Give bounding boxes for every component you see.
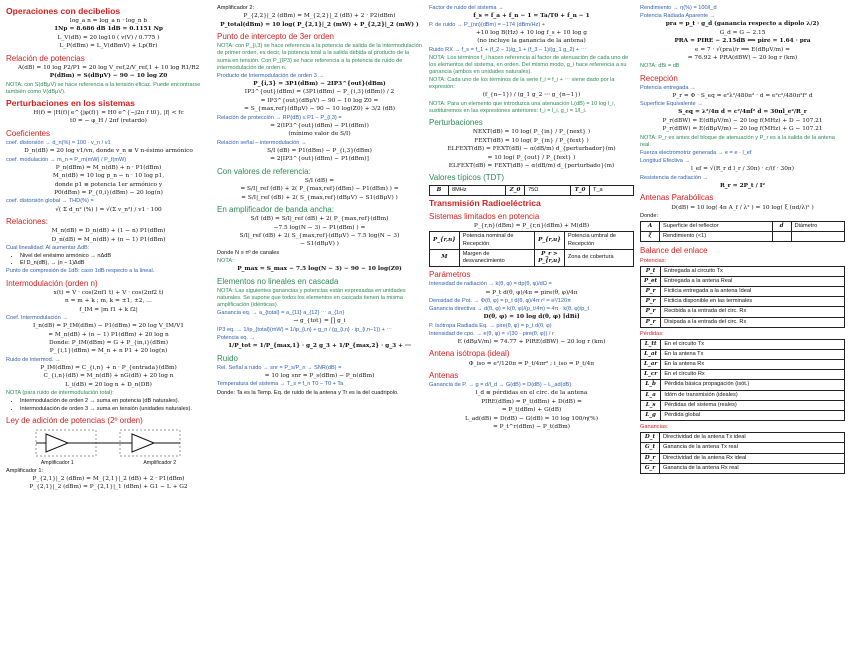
equation: H(f) = |H(f)| e^{jφ(f)} = H0 e^{−j2π f t0}, |f| < fc xyxy=(33,109,184,116)
label: Potencia eq. → xyxy=(217,335,256,341)
subsection-title: Punto de intercepto de 3er orden xyxy=(217,31,334,41)
equation: Donde: P_IM(dBm) = G + P_{in,i}(dBm) xyxy=(49,340,168,347)
label: P. de ruido → P_{nn}(dBm) = −174 (dBm/Hz) + xyxy=(429,21,546,28)
table-cell: Zona de cobertura xyxy=(564,249,633,266)
equation: (f_{n−1}) / (g_1 g_2 ⋯ g_{n−1}) xyxy=(482,92,581,99)
table-cell: Recibida a la entrada del circ. Rx xyxy=(661,307,845,317)
ganancias-table xyxy=(640,432,845,474)
table-cell: Ganancia de la antena Tx real xyxy=(660,443,845,453)
equation: L_ad(dB) = D(dB) − G(dB) = 10 log 100/η(%) xyxy=(465,415,598,422)
table-cell: P_{r,n} xyxy=(430,232,460,249)
label: Intensidad de cpo. → e(θ, φ) = √(30 · pire(θ, φ)) / r xyxy=(429,330,554,337)
table-cell: G_t xyxy=(641,443,660,453)
equation: P_{2,1}|_2 (dBm) = P_{2,1}|_1 (dBm) + G1 − L + G2 xyxy=(29,484,188,491)
column-4 xyxy=(640,4,845,475)
table-cell: P_{r,u} xyxy=(535,232,565,249)
table-row xyxy=(641,443,845,453)
label: Ganancias: xyxy=(640,424,669,431)
equation: S/I|_ref (dB) + 2( S_{max,ref}(dBμV) − 7.5 log(N − 3) xyxy=(239,233,400,240)
list-item: • El D_n(dB), → (n − 1)ΔdB xyxy=(20,260,211,267)
label: Producto de Intermodulación de orden 3 → xyxy=(217,72,324,79)
table-row xyxy=(641,370,845,380)
table-row xyxy=(641,307,845,317)
table-row xyxy=(641,463,845,473)
amplifier-chain-diagram xyxy=(34,428,184,458)
potencias-table xyxy=(640,266,845,328)
table-cell: Superficie del reflector xyxy=(660,222,773,232)
subsection-title: Perturbaciones xyxy=(429,118,483,128)
donde-table xyxy=(640,221,845,242)
equation: D(dB) = 10 log( 4π A_f / λ² ) = 10 log( ξ (πd/λ)² ) xyxy=(671,204,814,211)
equation: ELFEXT(dB) = FEXT(dB) − α(dB/m) d_{perturbado}(m) xyxy=(448,163,615,170)
note: NOTA: Cada uno de los términos de la serie f_i = f_i + ⋯ viene dado por la expresión: xyxy=(429,77,615,91)
table-cell: L_b xyxy=(641,380,661,390)
table-row xyxy=(641,410,845,420)
equation: G_d = G − 2.15 xyxy=(719,29,766,36)
subsection-title: Sistemas limitados en potencia xyxy=(429,211,540,221)
subsection-title: Ruido xyxy=(217,353,238,363)
label: Cual linealidad: Al aumentar ΔdB: xyxy=(6,244,90,251)
label: Relación señal – intermodulación → xyxy=(217,139,307,146)
equation: l_d ≡ pérdidas en el circ. de la antena xyxy=(475,390,588,397)
note: NOTA: Para un elemento que introduzca una atenuación L(dB) = 10 log l_i, sustituiremos en las expresiones anteriores: f_i = l_i, g_i = 1/l_i. xyxy=(429,100,616,115)
table-row xyxy=(641,339,845,349)
table-row xyxy=(641,360,845,370)
equation: P_IM(dBm) = C_{i,n} + n · P_{entrada}(dBm) xyxy=(40,365,177,371)
equation: E (dBμV/m) = 74.77 + PIRE(dBW) − 20 log r (km) xyxy=(457,338,606,345)
table-cell: Pérdida básica propagación (isót.) xyxy=(661,380,845,390)
equation: l_ef = √(R_r d l_r / 30π) · c/(f · 30π) xyxy=(691,166,794,173)
equation: Φ_iso = e²/120π = P_t/4πr² ; i_iso = P_t/4π xyxy=(468,360,595,367)
equation: = S/I|_ref (dB) + 2( S_{max,ref}(dBμV) − S1(dBμV) ) xyxy=(241,194,398,201)
table-cell: D_t xyxy=(641,433,660,443)
table-row xyxy=(641,222,845,232)
table-cell: ξ xyxy=(641,232,660,242)
table-cell: En la antena Rx xyxy=(661,360,845,370)
subsection-title: Recepción xyxy=(640,73,678,83)
table-cell: Margen de desvanecimiento xyxy=(459,249,534,266)
label: coef. distorsión global → THD(%) = xyxy=(6,198,94,205)
equation: P_r(dBW) = E(dBμV/m) − 20 log f(MHz) + G − 107.21 xyxy=(662,126,823,133)
label: Ganancia eq. → a_{total} = a_{11} a_{12} ⋯ a_{1n} xyxy=(217,310,345,317)
equation: n = m + k ; m, k = ±1, ±2, … xyxy=(65,298,152,305)
equation: I_n(dB) = P_IM(dBm) − P1(dBm) = 20 log V_IM/V1 xyxy=(33,323,184,330)
subsection-title: Relaciones: xyxy=(6,216,48,226)
subsection-title: Coeficientes xyxy=(6,128,51,138)
subsection-title: Ley de adición de potencias (2º orden) xyxy=(6,415,143,425)
equation: D_n(dB) = 20 log v1/vn, donde v_n ≡ V n-ésimo armónico xyxy=(24,148,193,155)
subsection-title: Valores típicos (TDT) xyxy=(429,173,504,183)
equation: x(t) = V · cos(2πf1 t) + V · cos(2πf2 t) xyxy=(53,289,164,296)
label: Intensidad de radiación → k(θ, φ) = dp(θ, φ)/dΩ = xyxy=(429,281,552,288)
equation: PRA = PIRE − 2.15dB ⟺ pire = 1.64 · pra xyxy=(674,38,811,45)
table-cell: Potencia nominal de Recepción xyxy=(459,232,534,249)
table-row xyxy=(641,433,845,443)
table-cell: En la antena Tx xyxy=(661,350,845,360)
table-cell: En el circuito Rx xyxy=(661,370,845,380)
equation: pra = p_t · g_d (ganancia respecto a dipolo λ/2) xyxy=(665,21,820,28)
equation: P_{2,1}|_2 (dBm) = M_{2,1}|_2 (dB) + 2 · P1(dBm) xyxy=(32,475,185,482)
note: NOTA: Los términos f_i hacen referencia al factor de atenuación de cada uno de los elementos del sistema, en orden. Del mismo modo, g_i hace referencia a su ganancia (ambos en unidades naturales). xyxy=(429,54,629,75)
column-1 xyxy=(6,4,211,493)
note: NOTA: Las siguientes ganancias y potencias están expresadas en unidades naturales. Se supone que todos los elementos en cascada tienen la misma amplificación (idénticas). xyxy=(217,287,406,309)
table-cell: T_0 xyxy=(571,185,590,195)
table-cell xyxy=(791,232,844,242)
equation: P_{i,3} = 3P1(dBm) − 2IP3^{out}(dBm) xyxy=(253,80,386,87)
equation: = P_t^r(dBm) − P_t(dBm) xyxy=(492,424,571,430)
section-title: Operaciones con decibelios xyxy=(6,6,121,16)
label: Ruido de intermod. → xyxy=(6,356,61,363)
table-cell: G_r xyxy=(641,463,660,473)
label: Rel. Señal a ruido → snr = P_s/P_n → SNR(dB) = xyxy=(217,364,342,371)
equation: = S/I|_ref (dB) + 2( P_{max,ref}(dBm) − P1(dBm) ) = xyxy=(240,186,399,193)
equation: f_IM = |m f1 + k f2| xyxy=(79,306,138,313)
label: Relación de protección → RP(dB) ≤ P1 − P_{i,3} = xyxy=(217,114,342,121)
note: NOTA: dBi = dB xyxy=(640,63,680,70)
label: Amplificador 1: xyxy=(6,467,43,474)
column-3 xyxy=(429,4,634,432)
equation: P_r(dBW) = E(dBμV/m) − 20 log f(MHz) + D − 107.21 xyxy=(662,117,823,124)
equation: 1/P_tot = 1/P_{max,1} · g_2 g_3 + 1/P_{max,2} · g_3 + ⋯ xyxy=(228,343,411,350)
equation: M_n(dB) = D_n(dB) + (1 − n) P1(dBm) xyxy=(51,228,166,235)
label: Ganancia de P. → g = d/l_d → G(dB) = D(dB) − L_ad(dB) xyxy=(429,382,572,389)
table-cell: En el circuito Tx xyxy=(661,339,845,349)
label: P. Isótropa Radiada Eq. → pire(θ, φ) = p_t d(θ, φ) xyxy=(429,322,552,329)
equation: ELFEXT(dB) = FEXT(dB) − α(dB/m) d_{perturbador}(m) xyxy=(447,146,616,153)
label: Coef. Intermodulación → xyxy=(6,315,68,322)
table-cell: L_at xyxy=(641,350,661,360)
table-row xyxy=(641,350,845,360)
table-cell: Pérdidas del sistema (reales) xyxy=(661,400,845,410)
table-cell: L_s xyxy=(641,400,661,410)
table-cell: T_a xyxy=(590,185,634,195)
coverage-table xyxy=(429,231,634,267)
subsection-title: Antenas Parabólicas xyxy=(640,193,714,203)
label: Ganancia directiva → d(θ, φ) = k(θ, φ)/(p_t/4π) = 4π · k(θ, φ)/p_t xyxy=(429,306,590,313)
table-cell: Ficticia disponible en las terminales xyxy=(661,297,845,307)
table-cell: L_a xyxy=(641,390,661,400)
subsection-title: Elementos no lineales en cascada xyxy=(217,276,339,286)
label: Longitud Efectiva → xyxy=(640,158,691,165)
equation: 1Np = 8.686 dB 1dB = 0.1151 Np xyxy=(54,26,163,33)
equation: √( Σ d_n² (%) ) = √(Σ v_n²) / v1 · 100 xyxy=(55,206,162,213)
equation: P(dBm) = S(dBμV) − 90 − 10 log Z0 xyxy=(49,73,168,80)
table-row xyxy=(641,380,845,390)
table-cell: Pérdida global xyxy=(661,410,845,420)
table-cell: L_cr xyxy=(641,370,661,380)
table-row xyxy=(641,400,845,410)
table-cell: P_r xyxy=(641,297,661,307)
equation: P_{i,1}(dBm) = M_n + n P1 + 20 log(n) xyxy=(49,348,168,355)
label: Donde N ≡ nº de canales xyxy=(217,249,280,256)
table-cell: Ficticia entregada a la antena Ideal xyxy=(661,287,845,297)
table-cell xyxy=(772,232,791,242)
table-row xyxy=(641,390,845,400)
label: Donde: Ta es la Temp. Eq. de ruido de la antena y Tr es la del cuadripolo. xyxy=(217,389,399,396)
table-cell: 8MHz xyxy=(449,185,506,195)
list xyxy=(20,398,211,412)
equation: f_s = f_a + f_n − 1 = Ta/T0 + f_n − 1 xyxy=(473,13,590,20)
table-cell: D_r xyxy=(641,453,660,463)
diagram-labels xyxy=(6,460,211,467)
label: Punto de compresión de 1dB: caso 1dB respecto a la lineal. xyxy=(6,268,155,275)
subsection-title: Intermodulación (orden n) xyxy=(6,278,98,288)
equation: = 2(IP3^{out}(dBm) − P1(dBm)) xyxy=(270,122,369,129)
equation: IP3^{out}(dBm) = (3P1(dBm) − P_{i,3}(dBm)) / 2 xyxy=(244,89,395,96)
list-item: • Intermodulación de orden 3 → suma en tensión (unidades naturales). xyxy=(20,406,211,413)
label: Rendimiento → η(%) = 100/l_d xyxy=(640,5,717,11)
equation: = 76.92 + PRA(dBW) − 20 log r (km) xyxy=(687,54,798,61)
equation: L_V(dB) = 20 log10 ( v(V) / 0.775 ) xyxy=(57,34,160,41)
amp1-label: Amplificador 1 xyxy=(40,459,74,466)
equation: = M_n(dB) + (n − 1) P1(dBm) + 20 log n xyxy=(48,331,169,338)
equation: M_n(dB) = 10 log p_n − n · 10 log p1, xyxy=(52,173,165,180)
equation: e = 7 · √(pra)/r ⟹ E(dBμV/m) = xyxy=(695,46,790,53)
equation: = P_t(dBm) + G(dB) xyxy=(501,407,562,414)
table-row xyxy=(641,232,845,242)
table-row xyxy=(641,266,845,276)
equation: P_total(dBm) = 10 log( P_{2,1}|_2 (mW) + P_{2,2}|_2 (mW) ) xyxy=(220,21,419,28)
table-cell: P_r xyxy=(641,287,661,297)
equation: = 10 log snr = P_s(dBm) − P_n(dBm) xyxy=(264,372,375,379)
label: Pérdidas: xyxy=(640,330,664,337)
table-cell: Idóm de transmisión (ideales) xyxy=(661,390,845,400)
table-cell: 75Ω xyxy=(525,185,571,195)
table-cell: P_r > P_{r,u} xyxy=(535,249,565,266)
label: IP3 eq. → 1/ip_{total}(mW) = 1/ip_{i,n} + g_n / (g_{i,n} · ip_{i,n−1}) + ⋯ xyxy=(217,326,393,333)
table-cell: Z_0 xyxy=(506,185,525,195)
label: Donde: xyxy=(640,212,659,219)
table-row xyxy=(641,317,845,327)
table-cell: A xyxy=(641,222,660,232)
equation: S/I (dB) = xyxy=(304,177,335,184)
equation: (no incluye la ganancia de la antena) xyxy=(477,38,586,45)
equation: S/I (dB) = P1(dBm) − P_{i,3}(dBm) xyxy=(267,147,372,154)
table-cell: L_ar xyxy=(641,360,661,370)
label: Superficie Equivalente → xyxy=(640,101,703,108)
equation: P_r = Φ · S_eq = e²λ²/480π² · d = e²c²/480π²f² d xyxy=(672,92,813,99)
list-item: • Intermodulación de orden 2 → suma en potencia (dB naturales). xyxy=(20,398,211,405)
table-cell: L_g xyxy=(641,410,661,420)
table-cell: P_et xyxy=(641,276,661,286)
table-cell: d xyxy=(772,222,791,232)
table-cell: Ganancia de la antena Rx real xyxy=(660,463,845,473)
list-item: • Nivel del enésimo armónico → nΔdB xyxy=(20,253,211,260)
label: coef. modulación → m_n = P_m(mW) / P_f(mW) xyxy=(6,156,127,163)
table-row xyxy=(430,249,634,266)
label: Fuerza electromotriz generada → e = e · l_ef xyxy=(640,149,752,156)
table-cell: B xyxy=(430,185,449,195)
equation: P_{r,n}(dBm) = P_{r,n}(dBm) + M(dB) xyxy=(473,223,590,230)
table-row xyxy=(641,453,845,463)
label: Potencia Radiada Aparente → xyxy=(640,13,716,20)
equation: (mínimo valor de S/I) xyxy=(288,131,351,138)
amp2-label: Amplificador 2 xyxy=(143,459,177,466)
label: Ruido RX → f_s = f_1 + (f_2 − 1)/g_1 + (f_3 − 1)/(g_1 g_2) + ⋯ xyxy=(429,46,587,53)
equation: donde p1 ≡ potencia 1er armónico y xyxy=(54,181,163,188)
table-cell: Directividad de la antena Rx ideal xyxy=(660,453,845,463)
table-row xyxy=(641,287,845,297)
table-cell: L_tt xyxy=(641,339,661,349)
equation: P_n(dBm) = M_n(dB) + n · P1(dBm) xyxy=(55,164,162,171)
table-cell: Entregada al circuito Tx xyxy=(661,266,845,276)
equation: A(dB) = 10 log P2/P1 = 20 log V_ref,2/V_ref,1 + 10 log R1/R2 xyxy=(17,64,200,71)
perdidas-table xyxy=(640,339,845,421)
subsection-title: Antenas xyxy=(429,370,459,380)
equation: − S1(dBμV) ) xyxy=(300,241,339,248)
equation: +10 log B(Hz) + 10 log f_s + 10 log g xyxy=(476,29,587,36)
subsection-title: Relación de potencias xyxy=(6,53,85,63)
equation: FEXT(dB) = 10 log( P_{in} / P_{fext} ) xyxy=(474,137,589,144)
subsection-title: En amplificador de banda ancha: xyxy=(217,205,334,214)
table-cell: Directividad de la antena Tx ideal xyxy=(660,433,845,443)
note: NOTA (para ruido de intermodulación total): xyxy=(6,390,114,397)
subsection-title: Con valores de referencia: xyxy=(217,166,311,176)
equation: PIRE(dBm) = P_t(dBm) + D(dB) = xyxy=(481,398,582,405)
equation: P0(dBm) = P_{0,i}(dBm) − 20 log(n) xyxy=(54,189,163,196)
table-cell: Disipada a la entrada del circ. Rx xyxy=(661,317,845,327)
label: Potencia entregada → xyxy=(640,84,696,91)
subsection-title: Balance del enlace xyxy=(640,246,708,256)
subsection-title: Parámetros xyxy=(429,270,471,280)
label: Factor de ruido del sistema → xyxy=(429,5,504,11)
section-title: Perturbaciones en los sistemas xyxy=(6,97,135,108)
equation: D(θ, φ) = 10 log d(θ, φ) [dBi] xyxy=(483,314,580,321)
subsection-title: Antena isótropa (ideal) xyxy=(429,349,510,359)
equation: = 2[IP3^{out}(dBm) − P1(dBm)] xyxy=(270,156,369,163)
table-row xyxy=(641,276,845,286)
table-cell: Entregada a la antena Real xyxy=(661,276,845,286)
table-cell: P_r xyxy=(641,307,661,317)
equation: = S_{max,ref}(dBμV) − 90 − 10 log(Z0) + 3/2 (dB) xyxy=(244,106,395,113)
table-cell: Potencia umbral de Recepción xyxy=(564,232,633,249)
equation: = IP3^{out}(dBμV) − 90 − 10 log Z0 = xyxy=(260,97,379,104)
table-cell: M xyxy=(430,249,460,266)
list xyxy=(20,253,211,267)
column-2 xyxy=(217,4,422,398)
amplifier-diagram xyxy=(6,428,211,458)
equation: C_{i,n}(dB) = M_n(dB) + nG(dB) + 20 log n xyxy=(43,373,174,380)
equation: D_n(dB) = M_n(dB) + (n − 1) P1(dBm) xyxy=(51,236,166,243)
equation: = P_t d(θ, φ)/4π = pire(θ, φ)/4π xyxy=(485,289,578,296)
label: Densidad de Pot. → Φ(θ, φ) = p_t d(θ, φ)/4π r² = e²/120π xyxy=(429,297,571,304)
equation: R_r = 2P_t / I² xyxy=(719,182,766,189)
equation: S_eq = λ²/4π d = c²/4πf² d = 30πl_e²/R_r xyxy=(678,109,807,116)
label: Resistencia de radiación → xyxy=(640,174,709,181)
equation: = 10 log( P_{out} / P_{fext} ) xyxy=(487,154,576,161)
table-row xyxy=(430,185,634,195)
section-title: Transmisión Radioeléctrica xyxy=(429,197,541,208)
equation: t0 = − φ_H / 2πf (retardo) xyxy=(70,118,147,125)
table-cell: Rendimiento (<1) xyxy=(660,232,773,242)
equation: −7.5 log(N − 3) − P1(dBm) ) = xyxy=(273,224,366,231)
equation: P_max = S_max − 7.5 log(N − 3) − 90 − 10 log(Z0) xyxy=(237,266,402,273)
table-cell: Diámetro xyxy=(791,222,844,232)
table-row xyxy=(430,232,634,249)
equation: L_i(dB) = 20 log n + D_n(DB) xyxy=(65,381,152,388)
equation: S/I (dB) = S/I|_ref (dB) + 2( P_{max,ref}(dBm) xyxy=(250,216,389,223)
note: NOTA: con P_{i,3} se hace referencia a la potencia de salida de la intermodulación de primer orden, es decir, la potencia total a la salida debida al producto de la suma en tensión. Con P_{IP3} se hace referencia a la potencia de ruido de intermodulación de orden n. xyxy=(217,43,422,71)
equation: log_a n = log_a n · log_n b xyxy=(69,18,148,24)
note: NOTA: P_r es antes del bloque de atenuación y P_r es a la salida de la antena real. xyxy=(640,134,835,148)
note: NOTA: xyxy=(217,258,234,265)
table-cell: P_r xyxy=(641,317,661,327)
equation: NEXT(dB) = 10 log( P_{in} / P_{next} ) xyxy=(472,129,591,136)
label: coef. distorsión → d_n(%) = 100 · v_n / v1 xyxy=(6,140,111,147)
equation: P_{2,2}|_2 (dBm) = M_{2,2}|_2 (dB) + 2 · P2(dBm) xyxy=(243,13,396,20)
label: Potencias: xyxy=(640,257,667,264)
table-cell: P_t xyxy=(641,266,661,276)
equation: → g_{tot} = ∏ g_i xyxy=(293,318,346,325)
label: Amplificador 2: xyxy=(217,5,254,11)
equation: L_P(dBm) = L_V(dBmV) + Lp(Br) xyxy=(59,43,158,50)
tdt-table xyxy=(429,185,634,196)
note: NOTA: con S(dBμV) se hace referencia a la tensión eficaz. Puede encontrarse también como V(dBμV). xyxy=(6,81,201,95)
table-row xyxy=(641,297,845,307)
label: Temperatura del sistema → T_s = f_n T0 − T0 + Ta xyxy=(217,381,344,388)
